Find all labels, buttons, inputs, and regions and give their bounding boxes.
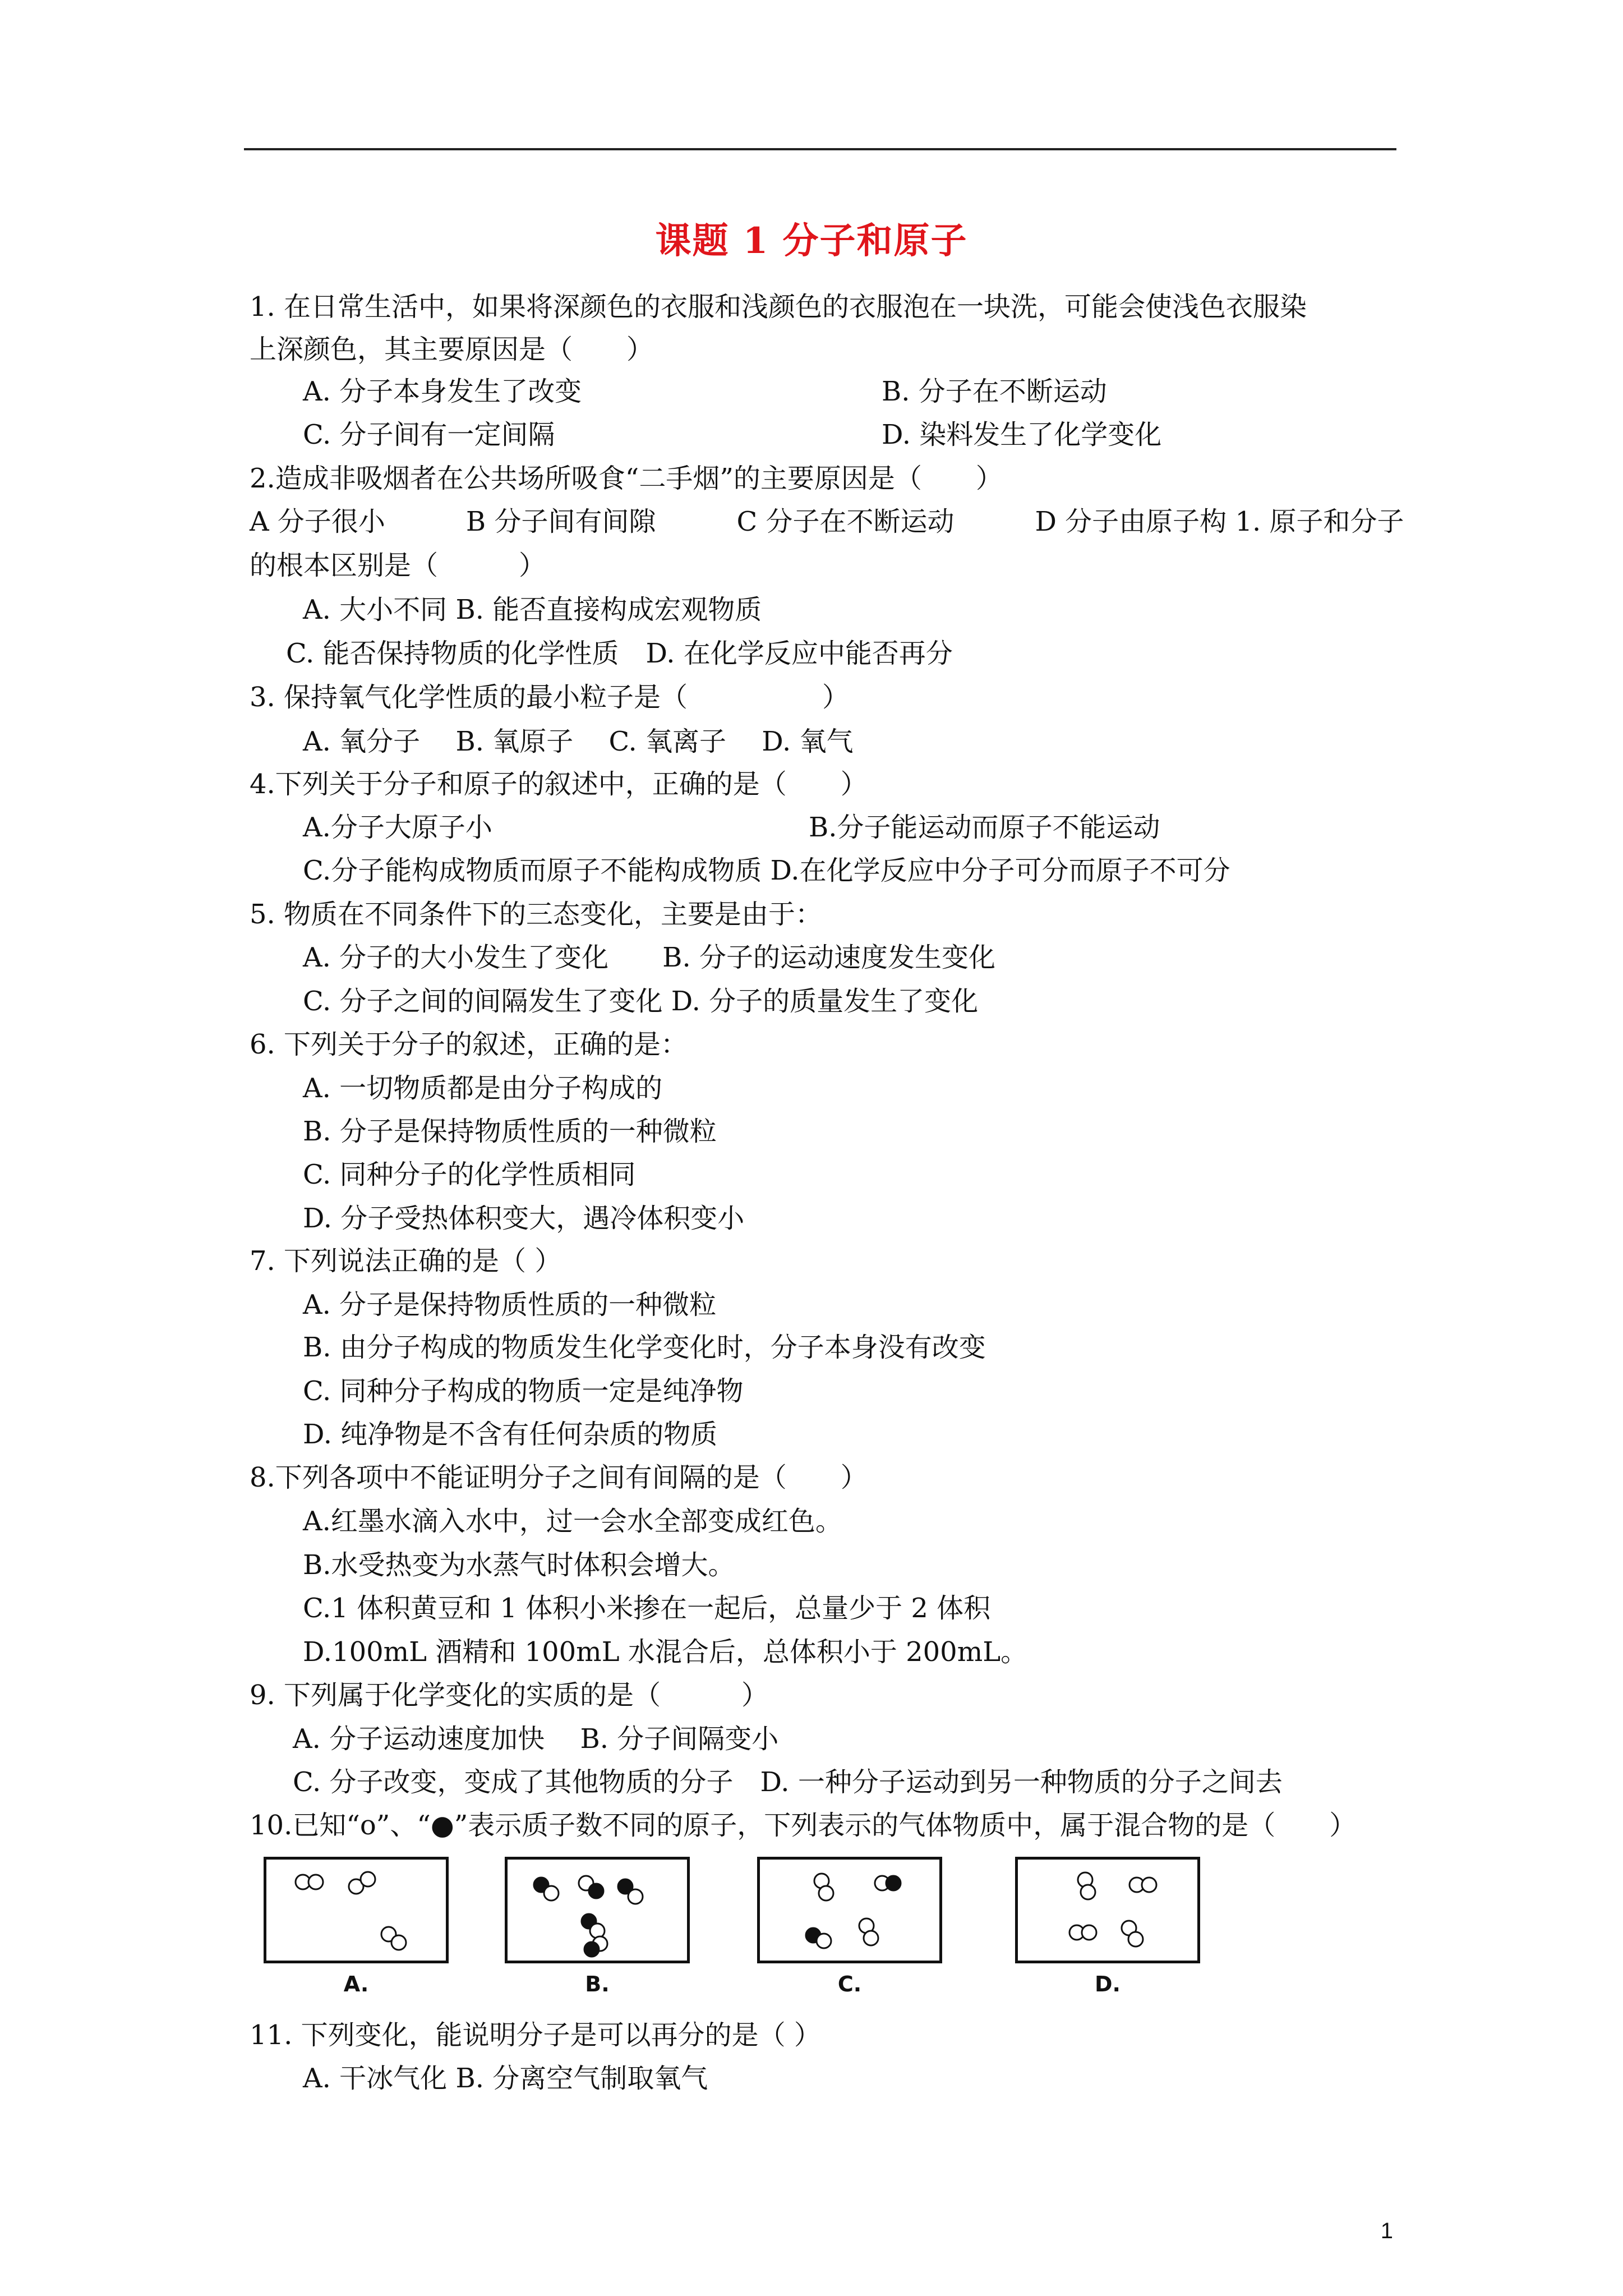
q9-stem: 9. 下列属于化学变化的实质的是（ ） <box>250 1680 769 1711</box>
q8-option-d: D.100mL 酒精和 100mL 水混合后，总体积小于 200mL。 <box>303 1636 1028 1668</box>
q1-option-c: C. 分子间有一定间隔 <box>303 419 555 450</box>
diagram-b-molecules <box>508 1860 687 1961</box>
diagram-c-label: C. <box>837 1972 862 1996</box>
q8-stem: 8.下列各项中不能证明分子之间有间隔的是（ ） <box>250 1462 868 1493</box>
q11-option-ab: A. 干冰气化 B. 分离空气制取氧气 <box>303 2063 708 2094</box>
q4-option-b: B.分子能运动而原子不能运动 <box>809 812 1160 843</box>
q2b-option-cd: C. 能否保持物质的化学性质 D. 在化学反应中能否再分 <box>286 638 953 669</box>
q10-diagrams <box>247 1857 1424 1996</box>
q1-option-a: A. 分子本身发生了改变 <box>303 376 582 407</box>
q5-option-cd: C. 分子之间的间隔发生了变化 D. 分子的质量发生了变化 <box>303 986 979 1017</box>
q6-option-c: C. 同种分子的化学性质相同 <box>303 1159 636 1190</box>
q9-option-ab: A. 分子运动速度加快 B. 分子间隔变小 <box>293 1723 779 1755</box>
q3-options: A. 氧分子 B. 氧原子 C. 氧离子 D. 氧气 <box>303 726 854 757</box>
diagram-a-label: A. <box>343 1972 369 1996</box>
q7-option-a: A. 分子是保持物质性质的一种微粒 <box>303 1289 717 1320</box>
q2-options: A 分子很小 B 分子间有间隙 C 分子在不断运动 D 分子由原子构 1. 原子和分子 <box>250 506 1404 537</box>
q5-stem: 5. 物质在不同条件下的三态变化，主要是由于： <box>250 899 823 930</box>
diagram-d-box <box>1015 1857 1200 1963</box>
diagram-d-molecules <box>1018 1860 1197 1961</box>
q11-stem: 11. 下列变化，能说明分子是可以再分的是（ ） <box>250 2019 821 2051</box>
diagram-d-label: D. <box>1095 1972 1121 1996</box>
q1-option-d: D. 染料发生了化学变化 <box>882 419 1162 450</box>
diagram-a-box <box>264 1857 449 1963</box>
q9-option-cd: C. 分子改变，变成了其他物质的分子 D. 一种分子运动到另一种物质的分子之间去 <box>293 1766 1283 1798</box>
q7-option-b: B. 由分子构成的物质发生化学变化时，分子本身没有改变 <box>303 1332 986 1363</box>
q2b-stem: 的根本区别是（ ） <box>250 550 546 581</box>
q2-stem: 2.造成非吸烟者在公共场所吸食“二手烟”的主要原因是（ ） <box>250 463 1003 494</box>
q4-option-a: A.分子大原子小 <box>303 812 492 843</box>
q2b-option-ab: A. 大小不同 B. 能否直接构成宏观物质 <box>303 594 762 625</box>
q6-option-a: A. 一切物质都是由分子构成的 <box>303 1073 663 1104</box>
q7-stem: 7. 下列说法正确的是（ ） <box>250 1245 562 1277</box>
q1-stem-line1: 1. 在日常生活中，如果将深颜色的衣服和浅颜色的衣服泡在一块洗，可能会使浅色衣服染 <box>250 291 1307 323</box>
page-title: 课题 1 分子和原子 <box>655 220 968 262</box>
q7-option-d: D. 纯净物是不含有任何杂质的物质 <box>303 1419 718 1450</box>
diagram-c-box <box>757 1857 942 1963</box>
q5-option-ab: A. 分子的大小发生了变化 B. 分子的运动速度发生变化 <box>303 942 995 973</box>
q10-stem: 10.已知“o”、“●”表示质子数不同的原子，下列表示的气体物质中，属于混合物的是（ ） <box>250 1810 1357 1841</box>
q3-stem: 3. 保持氧气化学性质的最小粒子是（ ） <box>250 682 850 713</box>
q7-option-c: C. 同种分子构成的物质一定是纯净物 <box>303 1375 744 1407</box>
diagram-b-box <box>505 1857 690 1963</box>
q8-option-b: B.水受热变为水蒸气时体积会增大。 <box>303 1549 735 1581</box>
diagram-a-molecules <box>266 1860 446 1961</box>
q4-stem: 4.下列关于分子和原子的叙述中，正确的是（ ） <box>250 769 868 800</box>
q1-option-b: B. 分子在不断运动 <box>882 376 1107 407</box>
q6-option-d: D. 分子受热体积变大，遇冷体积变小 <box>303 1203 745 1234</box>
page-number: 1 <box>1380 2219 1393 2243</box>
q8-option-a: A.红墨水滴入水中，过一会水全部变成红色。 <box>303 1506 842 1537</box>
q6-stem: 6. 下列关于分子的叙述，正确的是： <box>250 1029 688 1060</box>
header-rule <box>244 148 1396 150</box>
q6-option-b: B. 分子是保持物质性质的一种微粒 <box>303 1116 717 1147</box>
q8-option-c: C.1 体积黄豆和 1 体积小米掺在一起后，总量少于 2 体积 <box>303 1593 991 1624</box>
diagram-c-molecules <box>760 1860 939 1961</box>
diagram-b-label: B. <box>585 1972 610 1996</box>
q1-stem-line2: 上深颜色，其主要原因是（ ） <box>250 334 654 365</box>
q4-option-cd: C.分子能构成物质而原子不能构成物质 D.在化学反应中分子可分而原子不可分 <box>303 855 1230 886</box>
